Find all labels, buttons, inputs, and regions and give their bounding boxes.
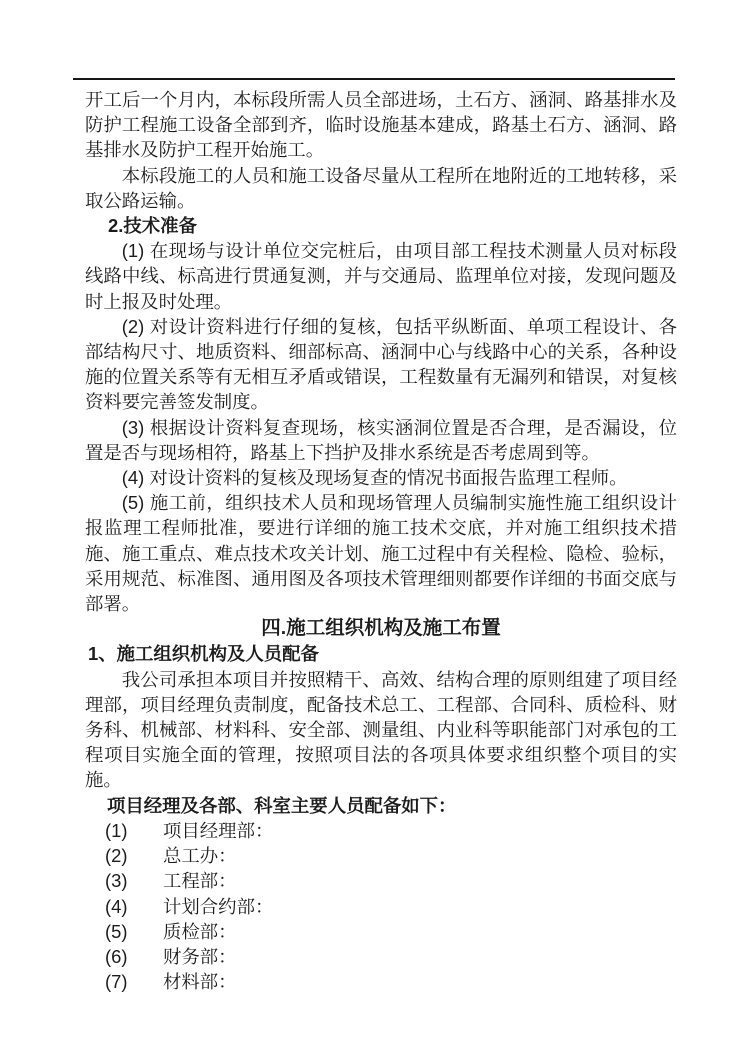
document-body bbox=[85, 87, 677, 994]
staffing-item-label: 材料部： bbox=[163, 971, 237, 993]
staffing-item bbox=[105, 894, 677, 919]
staffing-item-number: (4) bbox=[105, 895, 128, 917]
paragraph-organization: 我公司承担本项目并按照精干、高效、结构合理的原则组建了项目经理部，项目经理负责制度，配备技术总工、工程部、合同科、质检科、财务科、机械部、材料科、安全部、测量组、内业科等职能部门对承包的工程项目实施全面的管理，按照项目法的各项具体要求组织整个项目的实施。 bbox=[85, 668, 677, 791]
staffing-item-number: (6) bbox=[105, 945, 128, 967]
tech-prep-item-5: (5) 施工前，组织技术人员和现场管理人员编制实施性施工组织设计报监理工程师批准，要进行详细的施工技术交底，并对施工组织技术措施、施工重点、难点技术攻关计划、施工过程中有关程检、隐检、验标，采用规范、标准图、通用图及各项技术管理细则都要作详细的书面交底与部署。 bbox=[85, 492, 677, 615]
staffing-item-number: (7) bbox=[105, 971, 128, 993]
staffing-item bbox=[105, 868, 677, 893]
tech-prep-heading: 2.技术准备 bbox=[108, 215, 197, 237]
staffing-item-label: 质检部： bbox=[163, 920, 237, 942]
paragraph-mobilization: 开工后一个月内，本标段所需人员全部进场，土石方、涵洞、路基排水及防护工程施工设备全部到齐，临时设施基本建成，路基土石方、涵洞、路基排水及防护工程开始施工。 bbox=[85, 89, 677, 161]
staffing-item bbox=[105, 969, 677, 994]
tech-prep-item-2: (2) 对设计资料进行仔细的复核，包括平纵断面、单项工程设计、各部结构尺寸、地质资料、细部标高、涵洞中心与线路中心的关系，各种设施的位置关系等有无相互矛盾或错误，工程数量有无漏列和错误，对复核资料要完善签发制度。 bbox=[85, 315, 677, 413]
section-1-title: 1、施工组织机构及人员配备 bbox=[88, 643, 319, 665]
staffing-item bbox=[105, 843, 677, 868]
tech-prep-item-1: (1) 在现场与设计单位交完桩后，由项目部工程技术测量人员对标段线路中线、标高进行贯通复测，并与交通局、监理单位对接，发现问题及时上报及时处理。 bbox=[85, 240, 677, 312]
staffing-item-label: 财务部： bbox=[163, 945, 237, 967]
staffing-item-label: 项目经理部： bbox=[163, 819, 274, 841]
header-rule-line bbox=[73, 78, 675, 80]
staffing-item-label: 总工办： bbox=[163, 845, 237, 867]
tech-prep-item-4: (4) 对设计资料的复核及现场复查的情况书面报告监理工程师。 bbox=[121, 467, 628, 489]
staffing-item-label: 计划合约部： bbox=[163, 895, 274, 917]
chapter-4-title: 四.施工组织机构及施工布置 bbox=[261, 617, 501, 640]
staffing-heading: 项目经理及各部、科室主要人员配备如下： bbox=[107, 794, 457, 816]
staffing-item bbox=[105, 919, 677, 944]
staffing-item bbox=[105, 818, 677, 843]
staffing-item-number: (1) bbox=[105, 819, 128, 841]
tech-prep-item-3: (3) 根据设计资料复查现场，核实涵洞位置是否合理，是否漏设，位置是否与现场相符，路基上下挡护及排水系统是否考虑周到等。 bbox=[85, 416, 677, 463]
staffing-item-number: (3) bbox=[105, 870, 128, 892]
staffing-item-label: 工程部： bbox=[163, 870, 237, 892]
staffing-item-number: (5) bbox=[105, 920, 128, 942]
staffing-item-number: (2) bbox=[105, 845, 128, 867]
staffing-item bbox=[105, 944, 677, 969]
paragraph-transport: 本标段施工的人员和施工设备尽量从工程所在地附近的工地转移，采取公路运输。 bbox=[85, 164, 677, 211]
